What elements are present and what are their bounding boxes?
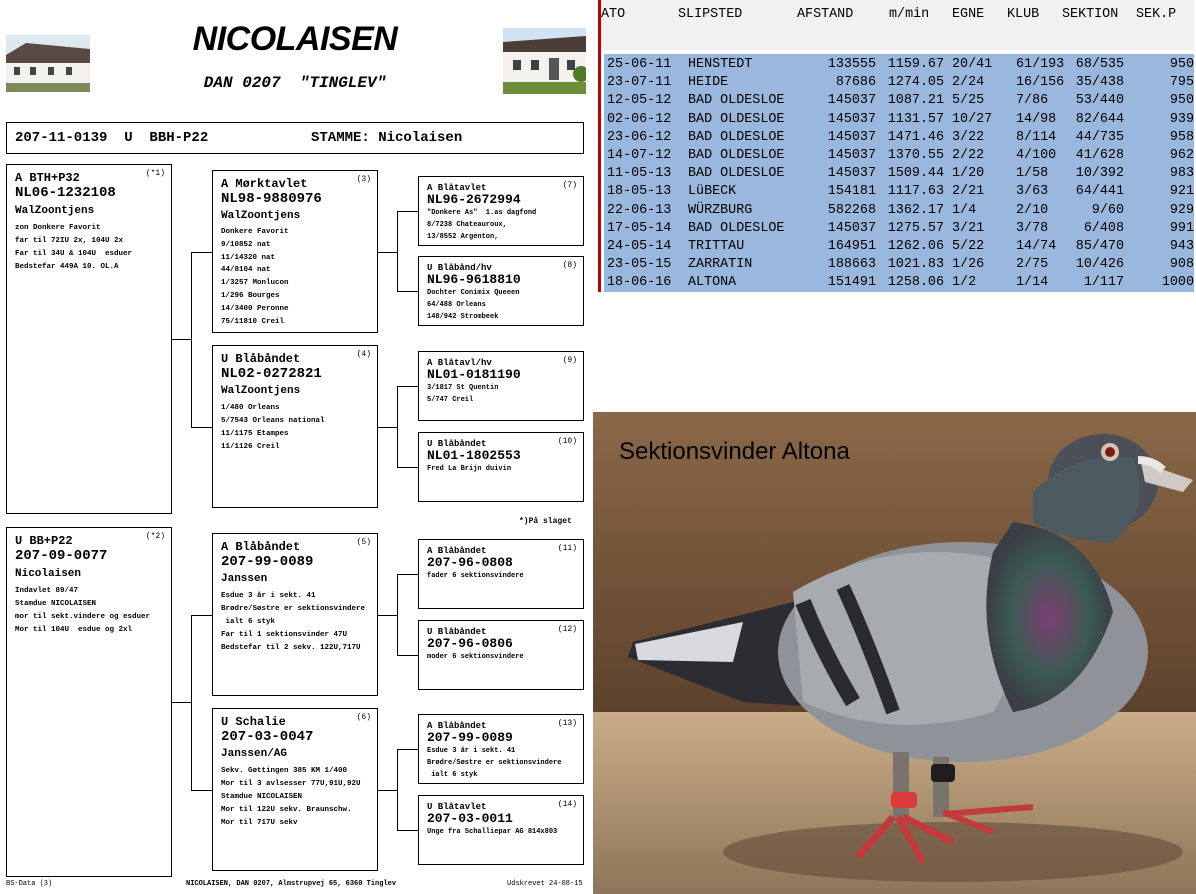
cell-dato: 23-06-12: [607, 129, 672, 145]
g14-info: Unge fra Schalliepar AG 814x803: [427, 828, 558, 836]
g7-num: (7): [562, 181, 577, 190]
results-body: [604, 54, 1194, 292]
cell-mmin: 1275.57: [887, 220, 944, 236]
cell-egne: 3/22: [952, 129, 985, 145]
house-photo-left: [6, 35, 90, 92]
results-header-row: [601, 0, 1194, 50]
g9-num: (9): [562, 356, 577, 365]
col-header-klub: KLUB: [1007, 7, 1040, 22]
g8-num: (8): [562, 261, 577, 270]
cell-sektion: 6/408: [1083, 220, 1124, 236]
ancestor-card-7: [418, 176, 584, 246]
dam-num: (*2): [145, 532, 165, 541]
cell-dato: 18-05-13: [607, 184, 672, 200]
cell-klub: 14/98: [1016, 111, 1057, 127]
cell-sektion: 1/117: [1083, 275, 1124, 291]
col-header-mmin: m/min: [889, 7, 930, 22]
results-row: [604, 148, 1194, 166]
cell-slipsted: WÜRZBURG: [688, 202, 753, 218]
ancestor-card-12: [418, 620, 584, 690]
cell-dato: 25-06-11: [607, 57, 672, 72]
cell-mmin: 1362.17: [887, 202, 944, 218]
pedigree-sheet: [0, 0, 596, 894]
col-header-slipsted: SLIPSTED: [678, 7, 743, 22]
dam-info: Indavlet 89/47 Stamdue NICOLAISEN mor til sekt.vindere og esduer Mor til 104U esdue og 2xl: [15, 587, 151, 634]
cell-klub: 3/78: [1016, 220, 1049, 236]
g13-ring: 207-99-0089: [427, 730, 513, 745]
cell-mmin: 1159.67: [887, 57, 944, 72]
results-row: [604, 112, 1194, 130]
cell-sektion: 41/628: [1075, 148, 1124, 163]
granddam-maternal-card: [212, 708, 378, 871]
cell-afstand: 145037: [827, 148, 876, 163]
stamme-label: STAMME: Nicolaisen: [311, 130, 463, 146]
col-header-afstand: AFSTAND: [797, 7, 854, 22]
g7-header: A Blåtavlet: [427, 183, 487, 193]
results-row: [604, 93, 1194, 111]
cell-sekp: 958: [1169, 129, 1194, 145]
cell-slipsted: BAD OLDESLOE: [688, 148, 785, 163]
cell-slipsted: ALTONA: [688, 275, 737, 291]
sire-ring: NL06-1232108: [15, 185, 116, 201]
cell-sektion: 44/735: [1075, 129, 1124, 145]
sire-header: A BTH+P32: [15, 171, 80, 185]
cell-sekp: 921: [1169, 184, 1194, 200]
dam-name: Nicolaisen: [15, 568, 82, 580]
cell-klub: 8/114: [1016, 129, 1057, 145]
ancestor-card-13: [418, 714, 584, 784]
g3-header: A Mørktavlet: [221, 177, 308, 191]
g3-name: WalZoontjens: [221, 210, 301, 222]
cell-egne: 20/41: [952, 57, 993, 72]
cell-mmin: 1131.57: [887, 111, 944, 127]
cell-afstand: 188663: [827, 257, 876, 273]
cell-egne: 1/20: [952, 166, 985, 182]
g4-num: (4): [356, 350, 371, 359]
house-photo-right: [503, 28, 586, 94]
cell-dato: 23-07-11: [607, 75, 672, 91]
cell-egne: 3/21: [952, 220, 985, 236]
sire-card: [6, 164, 172, 514]
cell-sekp: 1000: [1161, 275, 1194, 291]
cell-klub: 3/63: [1016, 184, 1049, 200]
pigeon-photo: [593, 412, 1196, 894]
cell-afstand: 582268: [827, 202, 876, 218]
cell-dato: 23-05-15: [607, 257, 672, 273]
g12-header: U Blåbåndet: [427, 627, 487, 637]
cell-afstand: 164951: [827, 239, 876, 254]
g14-header: U Blåtavlet: [427, 802, 487, 812]
cell-sektion: 82/644: [1075, 111, 1124, 127]
cell-egne: 1/2: [952, 275, 977, 291]
sire-name: WalZoontjens: [15, 205, 95, 217]
cell-sekp: 962: [1169, 148, 1194, 163]
cell-sekp: 991: [1169, 220, 1194, 236]
results-row: [604, 275, 1194, 293]
g8-ring: NL96-9618810: [427, 272, 521, 287]
cell-afstand: 87686: [835, 75, 876, 91]
cell-egne: 2/22: [952, 148, 985, 163]
col-header-sekp: SEK.P: [1136, 7, 1177, 22]
ancestor-card-9: [418, 351, 584, 421]
results-row: [604, 184, 1194, 202]
g11-ring: 207-96-0808: [427, 555, 513, 570]
cell-sektion: 53/440: [1075, 93, 1124, 109]
g12-ring: 207-96-0806: [427, 636, 513, 651]
g4-header: U Blåbåndet: [221, 352, 301, 366]
g10-ring: NL01-1802553: [427, 448, 521, 463]
results-row: [604, 75, 1194, 93]
cell-slipsted: LüBECK: [688, 184, 737, 200]
g11-header: A Blåbåndet: [427, 546, 487, 556]
cell-slipsted: ZARRATIN: [688, 257, 753, 273]
footer-center: NICOLAISEN, DAN 0207, Almstrupvej 65, 6360 Tinglev: [186, 880, 397, 888]
cell-sektion: 10/392: [1075, 166, 1124, 182]
g13-info: Esdue 3 år i sekt. 41 Brødre/Søstre er sektionsvindere ialt 6 styk: [427, 747, 562, 779]
ring-number: 207-11-0139 U BBH-P22: [15, 130, 209, 146]
cell-mmin: 1509.44: [887, 166, 944, 182]
cell-egne: 5/25: [952, 93, 985, 109]
note-paa-slaget: *)På slaget: [519, 517, 572, 526]
g10-info: Fred La Brijn duivin: [427, 465, 512, 473]
cell-afstand: 145037: [827, 166, 876, 182]
dam-header: U BB+P22: [15, 534, 73, 548]
pigeon-illustration: [593, 412, 1196, 894]
results-row: [604, 221, 1194, 239]
g6-header: U Schalie: [221, 715, 286, 729]
cell-sektion: 85/470: [1075, 239, 1124, 254]
cell-dato: 12-05-12: [607, 93, 672, 109]
cell-mmin: 1262.06: [887, 239, 944, 254]
cell-dato: 02-06-12: [607, 111, 672, 127]
cell-slipsted: BAD OLDESLOE: [688, 166, 785, 182]
cell-mmin: 1087.21: [887, 93, 944, 109]
cell-klub: 16/156: [1016, 75, 1065, 91]
cell-afstand: 145037: [827, 93, 876, 109]
cell-klub: 7/86: [1016, 93, 1049, 109]
cell-klub: 61/193: [1016, 57, 1065, 72]
cell-sektion: 10/426: [1075, 257, 1124, 273]
footer-left: BS-Data (3): [6, 880, 53, 888]
cell-slipsted: BAD OLDESLOE: [688, 93, 785, 109]
cell-klub: 4/100: [1016, 148, 1057, 163]
g5-ring: 207-99-0089: [221, 554, 314, 570]
cell-sekp: 939: [1169, 111, 1194, 127]
g6-name: Janssen/AG: [221, 748, 288, 760]
g12-num: (12): [557, 625, 577, 634]
cell-afstand: 145037: [827, 220, 876, 236]
cell-sektion: 35/438: [1075, 75, 1124, 91]
granddam-paternal-card: [212, 345, 378, 508]
g4-name: WalZoontjens: [221, 385, 301, 397]
g14-ring: 207-03-0011: [427, 811, 513, 826]
g5-name: Janssen: [221, 573, 268, 585]
cell-sekp: 795: [1169, 75, 1194, 91]
cell-mmin: 1370.55: [887, 148, 944, 163]
cell-mmin: 1274.05: [887, 75, 944, 91]
cell-afstand: 151491: [827, 275, 876, 291]
cell-sekp: 950: [1169, 57, 1194, 72]
cell-egne: 1/26: [952, 257, 985, 273]
cell-mmin: 1117.63: [887, 184, 944, 200]
g11-num: (11): [557, 544, 577, 553]
g6-num: (6): [356, 713, 371, 722]
cell-sekp: 908: [1169, 257, 1194, 273]
photo-caption: Sektionsvinder Altona: [619, 438, 850, 465]
ring-number-box: [6, 122, 584, 154]
cell-dato: 11-05-13: [607, 166, 672, 182]
cell-dato: 22-06-13: [607, 202, 672, 218]
g5-info: Esdue 3 år i sekt. 41 Brødre/Søstre er sektionsvindere ialt 6 styk Far til 1 sektionsvinder 47U Bedstefar til 2 sekv. 122U,717U: [221, 592, 366, 652]
ancestor-card-10: [418, 432, 584, 502]
g4-info: 1/480 Orleans 5/7543 Orleans national 11/1175 Etampes 11/1126 Creil: [221, 404, 325, 451]
cell-klub: 14/74: [1016, 239, 1057, 254]
g8-info: Dochter Conimix Queeen 64/488 Orleans 148/942 Strombeek: [427, 289, 520, 321]
col-header-dato: ATO: [601, 7, 626, 22]
g3-info: Donkere Favorit 9/10852 nat 11/14320 nat 44/8104 nat 1/3257 Monlucon 1/296 Bourges 14/3400 Peronne 75/11810 Creil: [221, 228, 289, 326]
results-row: [604, 239, 1194, 257]
cell-dato: 18-06-16: [607, 275, 672, 291]
cell-slipsted: TRITTAU: [688, 239, 745, 254]
cell-dato: 17-05-14: [607, 220, 672, 236]
cell-afstand: 133555: [827, 57, 876, 72]
g10-num: (10): [557, 437, 577, 446]
g7-info: "Donkere As" 1.as dagfond 8/7238 Chateauroux, 13/8552 Argenton,: [427, 209, 537, 241]
g5-num: (5): [356, 538, 371, 547]
cell-egne: 5/22: [952, 239, 985, 254]
cell-afstand: 145037: [827, 129, 876, 145]
g6-ring: 207-03-0047: [221, 729, 314, 745]
g10-header: U Blåbåndet: [427, 439, 487, 449]
cell-dato: 14-07-12: [607, 148, 672, 163]
g9-info: 3/1817 St Quentin 5/747 Creil: [427, 384, 499, 404]
cell-egne: 2/24: [952, 75, 985, 91]
cell-egne: 10/27: [952, 111, 993, 127]
sire-info: zon Donkere Favorit far til 72IU 2x, 104U 2x Far til 34U & 104U esduer Bedstefar 449A 10. OL.A: [15, 224, 133, 271]
g11-info: fader 6 sektionsvindere: [427, 572, 524, 580]
ancestor-card-11: [418, 539, 584, 609]
results-row: [604, 166, 1194, 184]
cell-sektion: 64/441: [1075, 184, 1124, 200]
cell-slipsted: BAD OLDESLOE: [688, 111, 785, 127]
cell-klub: 1/58: [1016, 166, 1049, 182]
results-row: [604, 130, 1194, 148]
g13-header: A Blåbåndet: [427, 721, 487, 731]
cell-slipsted: BAD OLDESLOE: [688, 220, 785, 236]
ancestor-card-8: [418, 256, 584, 326]
cell-sekp: 943: [1169, 239, 1194, 254]
cell-klub: 1/14: [1016, 275, 1049, 291]
ancestor-card-14: [418, 795, 584, 865]
cell-egne: 1/4: [952, 202, 977, 218]
dam-card: [6, 527, 172, 877]
footer-right: Udskrevet 24-08-15: [507, 880, 583, 888]
results-row: [604, 57, 1194, 75]
cell-sektion: 9/60: [1091, 202, 1124, 218]
cell-slipsted: HEIDE: [688, 75, 729, 91]
g9-ring: NL01-0181190: [427, 367, 521, 382]
g9-header: A Blåtavl/hv: [427, 358, 492, 368]
cell-mmin: 1258.06: [887, 275, 944, 291]
col-header-egne: EGNE: [952, 7, 985, 22]
g6-info: Sekv. Gøttingen 385 KM 1/400 Mor til 3 avlsesser 77U,91U,92U Stamdue NICOLAISEN Mor til 122U sekv. Braunschw. Mor til 717U sekv: [221, 767, 361, 827]
g14-num: (14): [557, 800, 577, 809]
cell-slipsted: BAD OLDESLOE: [688, 129, 785, 145]
results-row: [604, 257, 1194, 275]
cell-slipsted: HENSTEDT: [688, 57, 753, 72]
cell-sekp: 950: [1169, 93, 1194, 109]
sire-num: (*1): [145, 169, 165, 178]
results-row: [604, 203, 1194, 221]
col-header-sektion: SEKTION: [1062, 7, 1119, 22]
g3-ring: NL98-9880976: [221, 191, 322, 207]
g12-info: moder 6 sektionsvindere: [427, 653, 524, 661]
g3-num: (3): [356, 175, 371, 184]
cell-mmin: 1471.46: [887, 129, 944, 145]
cell-afstand: 154181: [827, 184, 876, 200]
cell-klub: 2/10: [1016, 202, 1049, 218]
pedigree-title: NICOLAISEN: [192, 20, 398, 58]
grandsire-maternal-card: [212, 533, 378, 696]
cell-sekp: 929: [1169, 202, 1194, 218]
cell-mmin: 1021.83: [887, 257, 944, 273]
g7-ring: NL96-2672994: [427, 192, 521, 207]
race-results-table: [598, 0, 1194, 292]
g13-num: (13): [557, 719, 577, 728]
cell-sekp: 983: [1169, 166, 1194, 182]
cell-dato: 24-05-14: [607, 239, 672, 254]
g5-header: A Blåbåndet: [221, 540, 301, 554]
pedigree-subtitle: DAN 0207 "TINGLEV": [203, 74, 387, 92]
cell-afstand: 145037: [827, 111, 876, 127]
g4-ring: NL02-0272821: [221, 366, 322, 382]
cell-klub: 2/75: [1016, 257, 1049, 273]
grandsire-paternal-card: [212, 170, 378, 333]
dam-ring: 207-09-0077: [15, 548, 108, 564]
g8-header: U Blåbånd/hv: [427, 263, 492, 273]
cell-sektion: 68/535: [1075, 57, 1124, 72]
cell-egne: 2/21: [952, 184, 985, 200]
